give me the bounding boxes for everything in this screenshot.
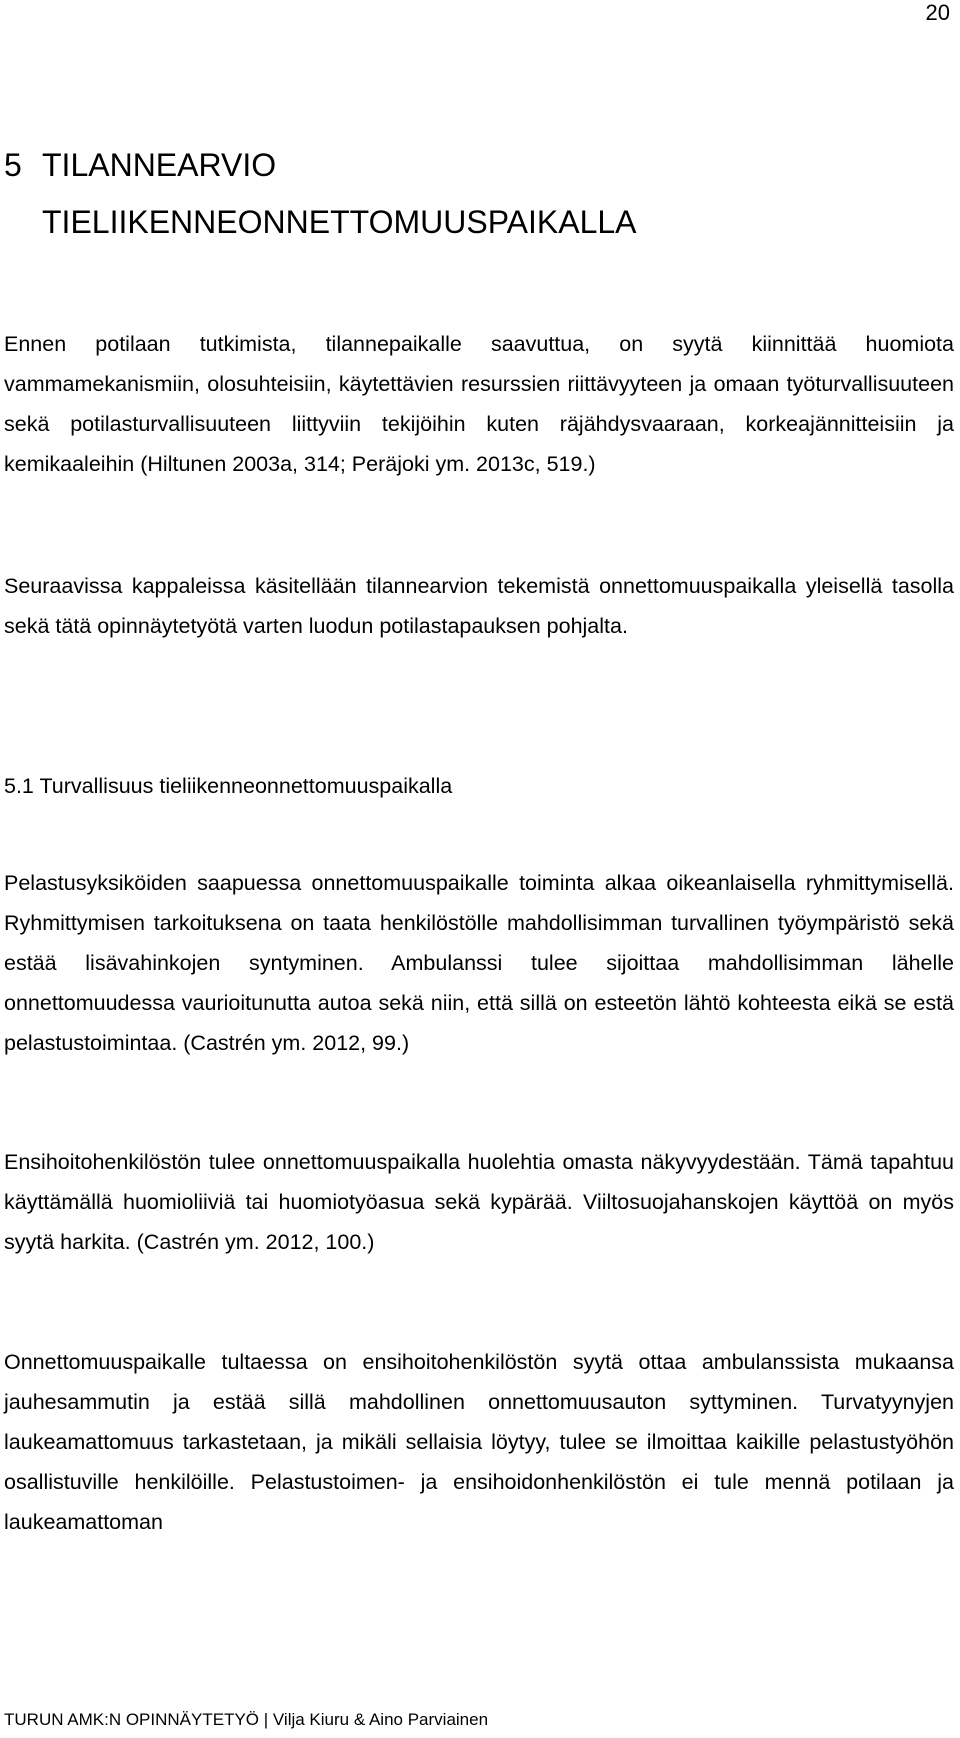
section-heading: 5.1 Turvallisuus tieliikenneonnettomuuspaikalla bbox=[4, 774, 453, 798]
paragraph-visibility: Ensihoitohenkilöstön tulee onnettomuuspaikalla huolehtia omasta näkyvyydestään. Tämä tapahtuu käyttämällä huomioliiviä tai huomiotyöasua sekä kypärää. Viiltosuojahanskojen käyttöä on myös syytä harkita. (Castrén ym. 2012, 100.) bbox=[4, 1150, 954, 1254]
footer: TURUN AMK:N OPINNÄYTETYÖ | Vilja Kiuru & Aino Parviainen bbox=[4, 1710, 489, 1729]
paragraph-grouping: Pelastusyksiköiden saapuessa onnettomuuspaikalle toiminta alkaa oikeanlaisella ryhmittymisellä. Ryhmittymisen tarkoituksena on taata henkilöstölle mahdollisimman turvallinen työympäristö sekä estää lisävahinkojen syntyminen. Ambulanssi tulee sijoittaa mahdollisimman lähelle onnettomuudessa vaurioitunutta autoa sekä niin, että sillä on esteetön lähtö kohteesta eikä se estä pelastustoimintaa. (Castrén ym. 2012, 99.) bbox=[4, 871, 954, 1055]
paragraph-intro: Ennen potilaan tutkimista, tilannepaikalle saavuttua, on syytä kiinnittää huomiota vammamekanismiin, olosuhteisiin, käytettävien resurssien riittävyyteen ja omaan työturvallisuuteen sekä potilasturvallisuuteen liittyviin tekijöihin kuten räjähdysvaaraan, korkeajännitteisiin ja kemikaaleihin (Hiltunen 2003a, 314; Peräjoki ym. 2013c, 519.) bbox=[4, 332, 954, 476]
chapter-title-line-1: TILANNEARVIO bbox=[42, 147, 277, 183]
chapter-heading bbox=[4, 137, 637, 251]
page-number: 20 bbox=[925, 0, 950, 25]
chapter-heading-line-1 bbox=[4, 137, 637, 194]
chapter-title-line-2: TIELIIKENNEONNETTOMUUSPAIKALLA bbox=[42, 204, 637, 240]
paragraph-overview: Seuraavissa kappaleissa käsitellään tilannearvion tekemistä onnettomuuspaikalla yleisellä tasolla sekä tätä opinnäytetyötä varten luodun potilastapauksen pohjalta. bbox=[4, 574, 954, 638]
paragraph-arrival: Onnettomuuspaikalle tultaessa on ensihoitohenkilöstön syytä ottaa ambulanssista mukaansa jauhesammutin ja estää sillä mahdollinen onnettomuusauton syttyminen. Turvatyynyjen laukeamattomuus tarkastetaan, ja mikäli sellaisia löytyy, tulee se ilmoittaa kaikille pelastustyöhön osallistuville henkilöille. Pelastustoimen- ja ensihoidonhenkilöstön ei tule mennä potilaan ja laukeamattoman bbox=[4, 1350, 954, 1534]
chapter-number: 5 bbox=[4, 147, 22, 183]
